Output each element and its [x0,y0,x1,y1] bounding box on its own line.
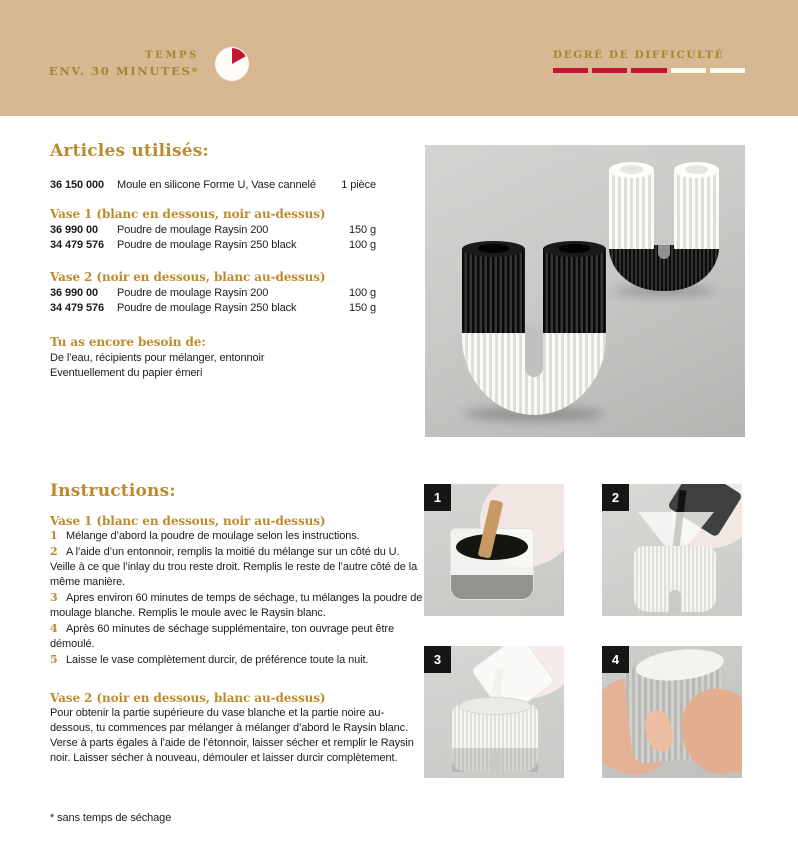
article-quantity: 150 g [348,224,376,236]
instructions-heading: Instructions: [50,481,176,501]
instructions-section [50,481,423,766]
mixture-level-shape [451,575,533,599]
article-quantity: 100 g [348,287,376,299]
difficulty-bar-empty [710,68,745,73]
instruction-step [50,621,423,652]
mold-rim-shape [459,697,531,715]
article-row [50,223,376,238]
instruction-step [50,590,423,621]
product-photo [425,145,745,437]
article-description: Moule en silicone Forme U, Vase cannelé [117,179,316,191]
instruction-step [50,544,423,590]
step-badge: 4 [602,646,629,673]
mold-notch-shape [489,750,501,772]
step-photo-grid [424,484,742,778]
vase1-instructions-title: Vase 1 (blanc en dessous, noir au-dessus) [50,514,326,528]
difficulty-bar-filled [631,68,666,73]
articles-heading: Articles utilisés: [50,141,209,161]
difficulty-label: DEGRÉ DE DIFFICULTÉ [553,49,725,61]
article-code: 34 479 576 [50,239,105,251]
step-photo-4 [602,646,742,778]
article-code: 36 990 00 [50,224,99,236]
step-badge: 2 [602,484,629,511]
article-row [50,178,376,193]
also-needed-line: De l’eau, récipients pour mélanger, entonnoir [50,352,265,364]
vase-opening [543,241,606,257]
article-code: 36 150 000 [50,179,105,191]
vase-opening [609,162,654,178]
difficulty-bar-filled [592,68,627,73]
vase-cylinder [674,169,719,249]
difficulty-bar-filled [553,68,588,73]
vase2-instructions [50,691,423,766]
vase2-instructions-text: Pour obtenir la partie supérieure du vase blanche et la partie noire au-dessous, tu commences par mélanger à mélanger d’abord le Raysin blanc. Verse à parts égales à l’aide de l’étonnoir, laisser sécher et remplir le Raysin noir. Laisser sécher à nouveau, démouler et laisser durcir complètement. [50,707,414,764]
also-needed-title: Tu as encore besoin de: [50,335,206,349]
article-code: 34 479 576 [50,302,105,314]
vase-hole [685,165,708,174]
article-quantity: 150 g [348,302,376,314]
article-description: Poudre de moulage Raysin 200 [117,287,269,299]
vase-cylinder [462,248,525,333]
vase-cylinder [609,169,654,249]
vase2-instructions-title: Vase 2 (noir en dessous, blanc au-dessus) [50,691,326,705]
step-number: 2 [50,545,58,558]
difficulty-bar-empty [671,68,706,73]
step-badge: 3 [424,646,451,673]
also-needed-section [50,335,376,381]
step-text: Apres environ 60 minutes de temps de séchage, tu mélanges la poudre de moulage blanche. Remplis le moule avec le Raysin blanc. [50,592,423,619]
vase-u-body [462,325,606,415]
footnote: * sans temps de séchage [50,812,172,824]
header-banner [0,0,798,116]
vase1-group-title: Vase 1 (blanc en dessous, noir au-dessus) [50,207,326,221]
step-photo-2 [602,484,742,616]
step-text: A l’aide d’un entonnoir, remplis la moitié du mélange sur un côté du U. Veille à ce que l’inlay du trou reste droit. Remplis le reste de l’autre côté de la même manière. [50,546,418,588]
time-label: TEMPS [145,50,199,61]
timer-pie-icon [214,46,250,82]
vase-hole [558,244,591,253]
vase-hole [477,244,510,253]
article-description: Poudre de moulage Raysin 200 [117,224,269,236]
vase-u-notch [525,325,543,377]
article-row [50,301,376,316]
article-quantity: 1 pièce [341,179,376,191]
vase-white-top-black-bottom [609,169,719,291]
step-photo-1 [424,484,564,616]
instruction-step [50,528,423,544]
vase-u-body [609,245,719,291]
step-number: 4 [50,622,58,635]
step-text: Après 60 minutes de séchage supplémentaire, ton ouvrage peut être démoulé. [50,623,394,650]
vase-cylinder [543,248,606,333]
articles-section [50,141,376,381]
time-labels [49,46,199,78]
vase-hole [620,165,643,174]
step-badge: 1 [424,484,451,511]
mold-notch-shape [669,590,681,612]
step-text: Mélange d’abord la poudre de moulage selon les instructions. [66,530,360,542]
article-description: Poudre de moulage Raysin 250 black [117,239,297,251]
vase-opening [674,162,719,178]
also-needed-line: Eventuellement du papier émeri [50,367,203,379]
vase-black-top-white-bottom [462,248,606,415]
silicone-mold-shape [452,704,538,772]
article-quantity: 100 g [348,239,376,251]
vase2-group-title: Vase 2 (noir en dessous, blanc au-dessus) [50,270,326,284]
time-info [0,46,250,82]
step-photo-3 [424,646,564,778]
step-number: 3 [50,591,58,604]
vase-u-notch [658,245,670,259]
article-row [50,238,376,253]
vase-opening [462,241,525,257]
instruction-step [50,652,423,668]
article-description: Poudre de moulage Raysin 250 black [117,302,297,314]
time-value: ENV. 30 MINUTES* [48,64,199,78]
step-text: Laisse le vase complètement durcir, de préférence toute la nuit. [66,654,369,666]
article-code: 36 990 00 [50,287,99,299]
step-number: 5 [50,653,58,666]
difficulty-info [553,49,745,73]
article-row [50,286,376,301]
step-number: 1 [50,529,58,542]
silicone-mold-shape [634,546,716,612]
difficulty-meter [553,68,745,73]
